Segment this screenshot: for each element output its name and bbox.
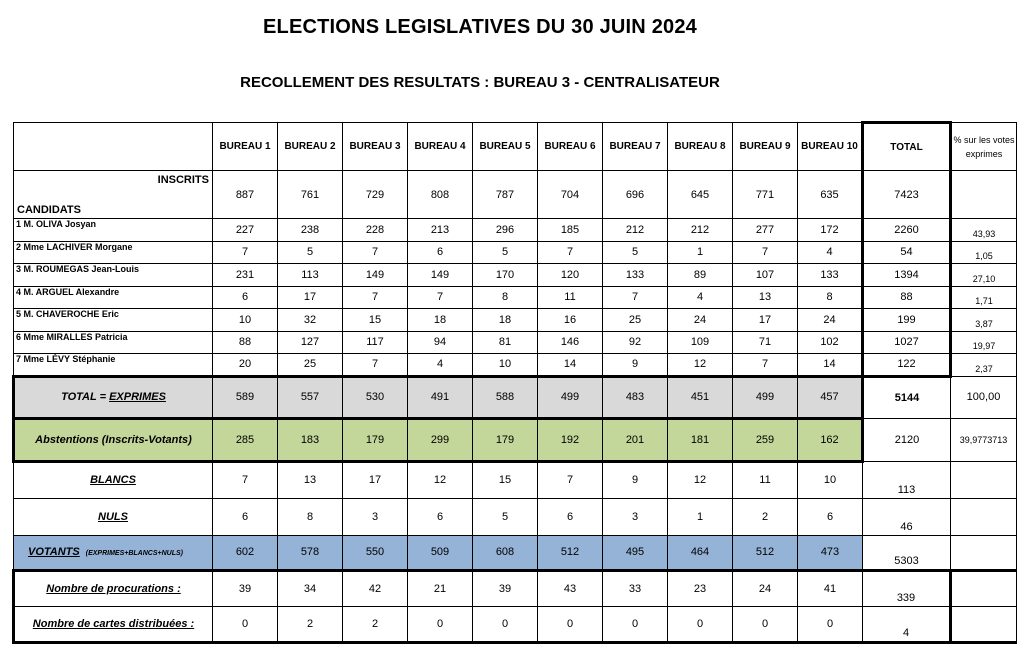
inscrits-label: INSCRITS xyxy=(157,174,209,186)
abstentions-value: 192 xyxy=(538,418,603,461)
header-row xyxy=(14,123,1017,171)
header-bureau-1: BUREAU 1 xyxy=(213,123,278,171)
candidate-value: 14 xyxy=(538,354,603,377)
candidate-value: 8 xyxy=(473,286,538,309)
inscrits-value: 635 xyxy=(798,171,863,219)
candidate-value: 213 xyxy=(408,219,473,242)
header-bureau-8: BUREAU 8 xyxy=(668,123,733,171)
votants-value: 578 xyxy=(278,535,343,570)
abstentions-value: 259 xyxy=(733,418,798,461)
abstentions-value: 201 xyxy=(603,418,668,461)
nuls-value: 8 xyxy=(278,498,343,535)
candidate-value: 89 xyxy=(668,264,733,287)
candidate-value: 227 xyxy=(213,219,278,242)
inscrits-value: 729 xyxy=(343,171,408,219)
candidate-value: 149 xyxy=(408,264,473,287)
header-bureau-5: BUREAU 5 xyxy=(473,123,538,171)
candidate-value: 5 xyxy=(278,241,343,264)
candidate-value: 17 xyxy=(278,286,343,309)
inscrits-value: 887 xyxy=(213,171,278,219)
abstentions-value: 181 xyxy=(668,418,733,461)
exprimes-value: 589 xyxy=(213,376,278,418)
nuls-label xyxy=(14,498,213,535)
candidate-total: 2260 xyxy=(863,219,951,242)
candidate-value: 7 xyxy=(343,241,408,264)
candidate-name: 1 M. OLIVA Josyan xyxy=(14,219,213,242)
candidate-value: 7 xyxy=(733,354,798,377)
abstentions-value: 179 xyxy=(473,418,538,461)
candidate-value: 133 xyxy=(798,264,863,287)
candidate-value: 4 xyxy=(798,241,863,264)
cartes-total: 4 xyxy=(863,606,951,642)
abstentions-value: 179 xyxy=(343,418,408,461)
candidate-value: 109 xyxy=(668,331,733,354)
candidate-value: 212 xyxy=(603,219,668,242)
votants-value: 512 xyxy=(733,535,798,570)
inscrits-candidats-cell xyxy=(14,171,213,219)
candidate-row xyxy=(14,241,1017,264)
candidate-value: 102 xyxy=(798,331,863,354)
blancs-value: 10 xyxy=(798,461,863,498)
abstentions-value: 299 xyxy=(408,418,473,461)
candidate-pct: 19,97 xyxy=(951,331,1017,354)
candidate-value: 10 xyxy=(473,354,538,377)
procurations-value: 24 xyxy=(733,570,798,606)
inscrits-value: 771 xyxy=(733,171,798,219)
votants-value: 509 xyxy=(408,535,473,570)
header-pct: % sur les votes exprimes xyxy=(951,123,1017,171)
procurations-value: 41 xyxy=(798,570,863,606)
blancs-pct-empty xyxy=(951,461,1017,498)
candidate-value: 14 xyxy=(798,354,863,377)
candidate-total: 1394 xyxy=(863,264,951,287)
candidate-row xyxy=(14,219,1017,242)
cartes-label xyxy=(14,606,213,642)
candidats-label: CANDIDATS xyxy=(17,204,81,216)
candidate-value: 113 xyxy=(278,264,343,287)
exprimes-value: 588 xyxy=(473,376,538,418)
candidate-value: 7 xyxy=(343,354,408,377)
exprimes-label xyxy=(14,376,213,418)
candidate-value: 185 xyxy=(538,219,603,242)
candidate-name: 7 Mme LÉVY Stéphanie xyxy=(14,354,213,377)
candidate-pct: 3,87 xyxy=(951,309,1017,332)
candidate-value: 238 xyxy=(278,219,343,242)
exprimes-value: 451 xyxy=(668,376,733,418)
procurations-value: 34 xyxy=(278,570,343,606)
blancs-value: 15 xyxy=(473,461,538,498)
blancs-value: 12 xyxy=(408,461,473,498)
nuls-value: 5 xyxy=(473,498,538,535)
inscrits-value: 645 xyxy=(668,171,733,219)
procurations-label-text: Nombre de procurations : xyxy=(46,582,181,595)
candidate-value: 92 xyxy=(603,331,668,354)
cartes-row xyxy=(14,606,1017,642)
header-bureau-3: BUREAU 3 xyxy=(343,123,408,171)
candidate-value: 13 xyxy=(733,286,798,309)
blancs-total: 113 xyxy=(863,461,951,498)
abstentions-total: 2120 xyxy=(863,418,951,461)
candidate-value: 81 xyxy=(473,331,538,354)
cartes-value: 0 xyxy=(473,606,538,642)
nuls-value: 6 xyxy=(408,498,473,535)
abstentions-row xyxy=(14,418,1017,461)
candidate-value: 7 xyxy=(213,241,278,264)
candidate-pct: 1,71 xyxy=(951,286,1017,309)
cartes-value: 2 xyxy=(278,606,343,642)
candidate-value: 133 xyxy=(603,264,668,287)
candidate-value: 32 xyxy=(278,309,343,332)
candidate-pct: 1,05 xyxy=(951,241,1017,264)
votants-sublabel: (EXPRIMES+BLANCS+NULS) xyxy=(85,550,183,557)
exprimes-value: 457 xyxy=(798,376,863,418)
candidate-value: 277 xyxy=(733,219,798,242)
votants-value: 602 xyxy=(213,535,278,570)
candidate-name: 2 Mme LACHIVER Morgane xyxy=(14,241,213,264)
votants-value: 495 xyxy=(603,535,668,570)
candidate-value: 5 xyxy=(603,241,668,264)
candidate-value: 15 xyxy=(343,309,408,332)
procurations-value: 39 xyxy=(473,570,538,606)
candidate-value: 4 xyxy=(668,286,733,309)
candidate-value: 231 xyxy=(213,264,278,287)
exprimes-value: 483 xyxy=(603,376,668,418)
candidate-pct: 2,37 xyxy=(951,354,1017,377)
candidate-total: 88 xyxy=(863,286,951,309)
procurations-value: 21 xyxy=(408,570,473,606)
procurations-row xyxy=(14,570,1017,606)
header-bureau-2: BUREAU 2 xyxy=(278,123,343,171)
nuls-value: 3 xyxy=(603,498,668,535)
header-bureau-6: BUREAU 6 xyxy=(538,123,603,171)
candidate-value: 18 xyxy=(408,309,473,332)
candidate-row xyxy=(14,354,1017,377)
procurations-value: 43 xyxy=(538,570,603,606)
candidate-value: 212 xyxy=(668,219,733,242)
nuls-total: 46 xyxy=(863,498,951,535)
votants-label-text: VOTANTS xyxy=(28,546,80,558)
candidate-row xyxy=(14,309,1017,332)
blancs-value: 13 xyxy=(278,461,343,498)
inscrits-pct-empty xyxy=(951,171,1017,219)
cartes-value: 0 xyxy=(538,606,603,642)
exprimes-value: 530 xyxy=(343,376,408,418)
inscrits-value: 696 xyxy=(603,171,668,219)
procurations-label xyxy=(14,570,213,606)
candidate-name: 5 M. CHAVEROCHE Eric xyxy=(14,309,213,332)
blancs-value: 7 xyxy=(213,461,278,498)
candidate-name: 3 M. ROUMEGAS Jean-Louis xyxy=(14,264,213,287)
page-subtitle: RECOLLEMENT DES RESULTATS : BUREAU 3 - CENTRALISATEUR xyxy=(240,74,720,91)
header-bureau-9: BUREAU 9 xyxy=(733,123,798,171)
nuls-value: 1 xyxy=(668,498,733,535)
nuls-value: 6 xyxy=(213,498,278,535)
candidate-total: 199 xyxy=(863,309,951,332)
candidate-value: 18 xyxy=(473,309,538,332)
cartes-value: 2 xyxy=(343,606,408,642)
blancs-value: 17 xyxy=(343,461,408,498)
votants-value: 473 xyxy=(798,535,863,570)
candidate-value: 7 xyxy=(733,241,798,264)
candidate-row xyxy=(14,286,1017,309)
votants-value: 608 xyxy=(473,535,538,570)
candidate-value: 25 xyxy=(278,354,343,377)
nuls-value: 2 xyxy=(733,498,798,535)
cartes-value: 0 xyxy=(213,606,278,642)
abstentions-value: 162 xyxy=(798,418,863,461)
exprimes-value: 499 xyxy=(733,376,798,418)
candidate-name: 4 M. ARGUEL Alexandre xyxy=(14,286,213,309)
candidate-value: 4 xyxy=(408,354,473,377)
candidate-value: 296 xyxy=(473,219,538,242)
procurations-value: 42 xyxy=(343,570,408,606)
candidate-value: 107 xyxy=(733,264,798,287)
candidate-value: 170 xyxy=(473,264,538,287)
candidate-value: 88 xyxy=(213,331,278,354)
candidate-value: 172 xyxy=(798,219,863,242)
inscrits-value: 761 xyxy=(278,171,343,219)
candidate-value: 6 xyxy=(408,241,473,264)
cartes-value: 0 xyxy=(603,606,668,642)
exprimes-label-main: EXPRIMES xyxy=(109,391,166,403)
nuls-label-text: NULS xyxy=(98,510,128,523)
blancs-value: 9 xyxy=(603,461,668,498)
header-total: TOTAL xyxy=(863,123,951,171)
exprimes-row xyxy=(14,376,1017,418)
inscrits-value: 787 xyxy=(473,171,538,219)
candidate-value: 127 xyxy=(278,331,343,354)
candidate-value: 7 xyxy=(408,286,473,309)
candidate-value: 24 xyxy=(798,309,863,332)
candidate-value: 12 xyxy=(668,354,733,377)
blancs-label-text: BLANCS xyxy=(90,474,136,486)
abstentions-label: Abstentions (Inscrits-Votants) xyxy=(14,418,213,461)
cartes-value: 0 xyxy=(733,606,798,642)
procurations-value: 33 xyxy=(603,570,668,606)
header-bureau-4: BUREAU 4 xyxy=(408,123,473,171)
header-bureau-7: BUREAU 7 xyxy=(603,123,668,171)
nuls-value: 6 xyxy=(798,498,863,535)
header-bureau-10: BUREAU 10 xyxy=(798,123,863,171)
cartes-value: 0 xyxy=(668,606,733,642)
candidate-value: 20 xyxy=(213,354,278,377)
nuls-value: 3 xyxy=(343,498,408,535)
votants-value: 550 xyxy=(343,535,408,570)
votants-value: 464 xyxy=(668,535,733,570)
procurations-value: 39 xyxy=(213,570,278,606)
inscrits-value: 808 xyxy=(408,171,473,219)
cartes-value: 0 xyxy=(408,606,473,642)
inscrits-row xyxy=(14,171,1017,219)
inscrits-total: 7423 xyxy=(863,171,951,219)
candidate-value: 7 xyxy=(343,286,408,309)
candidate-value: 117 xyxy=(343,331,408,354)
candidate-value: 17 xyxy=(733,309,798,332)
blancs-value: 12 xyxy=(668,461,733,498)
candidate-value: 228 xyxy=(343,219,408,242)
candidate-value: 94 xyxy=(408,331,473,354)
candidate-value: 24 xyxy=(668,309,733,332)
page-title: ELECTIONS LEGISLATIVES DU 30 JUIN 2024 xyxy=(262,16,697,38)
votants-value: 512 xyxy=(538,535,603,570)
blancs-value: 11 xyxy=(733,461,798,498)
header-corner-cell xyxy=(14,123,213,171)
procurations-value: 23 xyxy=(668,570,733,606)
votants-row xyxy=(14,535,1017,570)
votants-total: 5303 xyxy=(863,535,951,570)
abstentions-pct: 39,9773713 xyxy=(951,418,1017,461)
nuls-pct-empty xyxy=(951,498,1017,535)
cartes-pct-empty xyxy=(951,606,1017,642)
blancs-row xyxy=(14,461,1017,498)
exprimes-value: 491 xyxy=(408,376,473,418)
candidate-value: 6 xyxy=(213,286,278,309)
votants-pct-empty xyxy=(951,535,1017,570)
candidate-value: 9 xyxy=(603,354,668,377)
candidate-value: 7 xyxy=(603,286,668,309)
nuls-row xyxy=(14,498,1017,535)
exprimes-value: 557 xyxy=(278,376,343,418)
candidate-value: 10 xyxy=(213,309,278,332)
candidate-value: 16 xyxy=(538,309,603,332)
abstentions-value: 183 xyxy=(278,418,343,461)
candidate-row xyxy=(14,264,1017,287)
candidate-row xyxy=(14,331,1017,354)
candidate-value: 1 xyxy=(668,241,733,264)
exprimes-pct: 100,00 xyxy=(951,376,1017,418)
procurations-total: 339 xyxy=(863,570,951,606)
candidate-value: 11 xyxy=(538,286,603,309)
blancs-label xyxy=(14,461,213,498)
candidate-value: 5 xyxy=(473,241,538,264)
cartes-value: 0 xyxy=(798,606,863,642)
candidate-pct: 27,10 xyxy=(951,264,1017,287)
results-table xyxy=(12,121,1017,644)
procurations-pct-empty xyxy=(951,570,1017,606)
blancs-value: 7 xyxy=(538,461,603,498)
candidate-total: 54 xyxy=(863,241,951,264)
exprimes-total: 5144 xyxy=(863,376,951,418)
candidate-value: 8 xyxy=(798,286,863,309)
candidate-value: 149 xyxy=(343,264,408,287)
cartes-label-text: Nombre de cartes distribuées : xyxy=(32,617,195,630)
exprimes-value: 499 xyxy=(538,376,603,418)
candidate-value: 7 xyxy=(538,241,603,264)
candidate-value: 25 xyxy=(603,309,668,332)
exprimes-label-prefix: TOTAL = xyxy=(61,391,110,403)
candidate-total: 122 xyxy=(863,354,951,377)
candidate-value: 71 xyxy=(733,331,798,354)
candidate-total: 1027 xyxy=(863,331,951,354)
nuls-value: 6 xyxy=(538,498,603,535)
candidate-name: 6 Mme MIRALLES Patricia xyxy=(14,331,213,354)
candidate-pct: 43,93 xyxy=(951,219,1017,242)
votants-label xyxy=(14,535,213,570)
candidate-value: 120 xyxy=(538,264,603,287)
inscrits-value: 704 xyxy=(538,171,603,219)
abstentions-value: 285 xyxy=(213,418,278,461)
candidate-value: 146 xyxy=(538,331,603,354)
